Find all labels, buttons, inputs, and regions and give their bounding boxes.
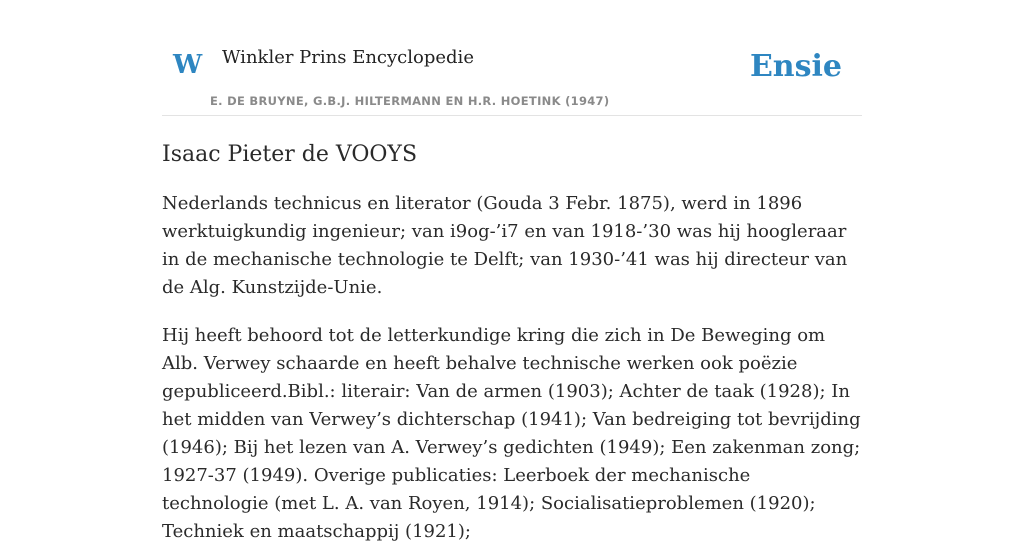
page [162,0,862,546]
article-paragraph-1: Nederlands technicus en literator (Gouda 3 Febr. 1875), werd in 1896 werktuigkundig ingenieur; van i9og-’i7 en van 1918-’30 was hij hoogleraar in de mechanische technologie te Delft; van 1930-’41 was hij directeur van de Alg. Kunstzijde-Unie. [162,192,848,298]
book-title-link[interactable]: Winkler Prins Encyclopedie [222,47,474,68]
article-title: Isaac Pieter de VOOYS [162,142,418,167]
logo-w-icon[interactable]: W [173,50,203,80]
header [162,0,862,116]
article-paragraph-2: Hij heeft behoord tot de letterkundige kring die zich in De Beweging om Alb. Verwey schaarde en heeft behalve technische werken ook poëzie gepubliceerd.Bibl.: literair: Van de armen (1903); Achter de taak (1928); In het midden van Verwey’s dichterschap (1941); Van bedreiging tot bevrijding (1946); Bij het lezen van A. Verwey’s gedichten (1949); Een zakenman zong; 1927-37 (1949). Overige publicaties: Leerboek der mechanische technologie (met L. A. van Royen, 1914); Socialisatieproblemen (1920); Techniek en maatschappij (1921); [162,324,861,542]
ensie-logo[interactable]: Ensie [749,49,842,84]
book-authors: E. DE BRUYNE, G.B.J. HILTERMANN EN H.R. HOETINK (1947) [210,94,610,108]
